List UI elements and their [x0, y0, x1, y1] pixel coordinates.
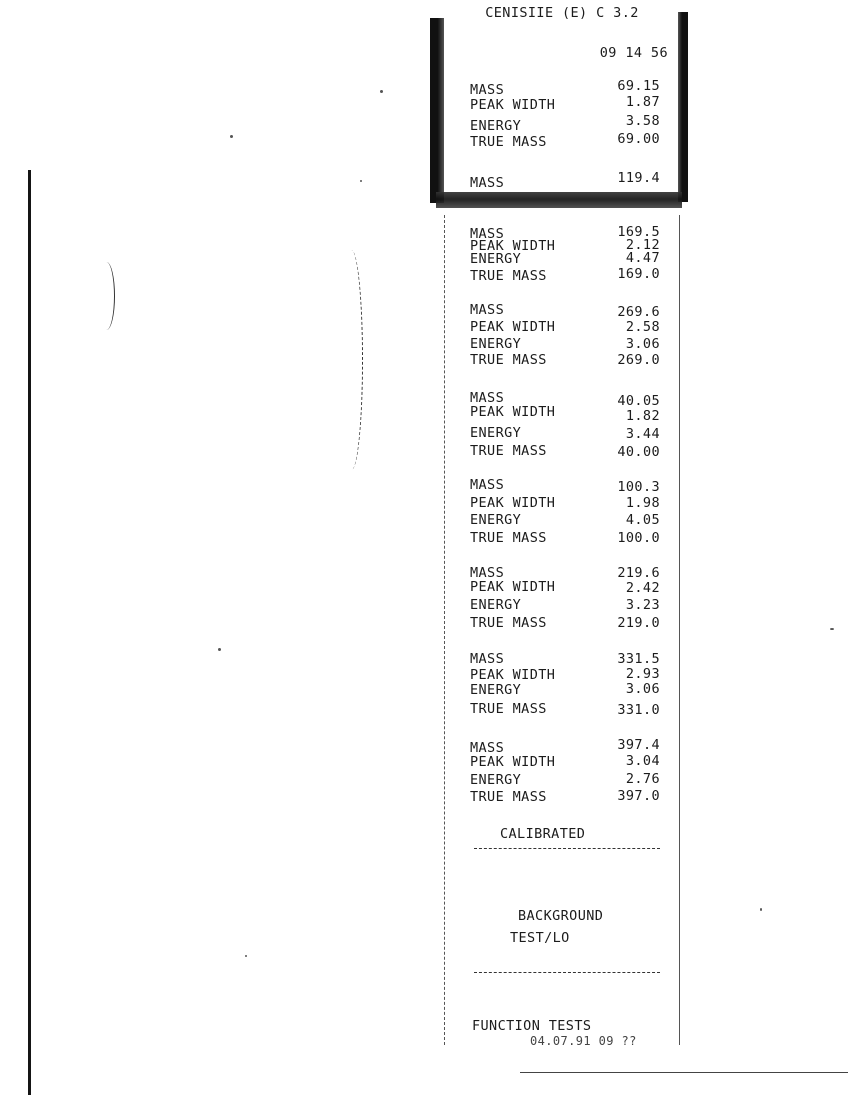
row-value: 331.0: [617, 702, 660, 718]
speck-mark: [830, 628, 834, 630]
row-label: MASS: [470, 226, 505, 242]
row-value: 3.04: [625, 753, 660, 769]
row-label: PEAK WIDTH: [470, 495, 556, 511]
row-label: ENERGY: [470, 336, 522, 352]
row-label: TRUE MASS: [470, 268, 547, 284]
row-label: MASS: [470, 302, 505, 318]
row-value: 269.6: [617, 304, 660, 320]
receipt-header-time: 09 14 56: [599, 45, 668, 61]
receipt-header-title: CENISIIE (E) C 3.2: [485, 5, 639, 21]
row-value: 2.12: [625, 237, 660, 253]
row-label: MASS: [470, 651, 505, 667]
row-label: PEAK WIDTH: [470, 97, 556, 113]
speck-mark: [218, 648, 221, 651]
row-value: 1.98: [625, 495, 660, 511]
row-value: 1.87: [625, 94, 660, 110]
row-label: TRUE MASS: [470, 134, 547, 150]
calibrated-status: CALIBRATED: [500, 826, 586, 842]
speck-mark: [230, 135, 233, 138]
function-tests-title: FUNCTION TESTS: [472, 1018, 592, 1034]
row-label: ENERGY: [470, 425, 522, 441]
copier-shadow-left: [430, 18, 444, 203]
row-label: ENERGY: [470, 251, 522, 267]
speck-mark: [380, 90, 383, 93]
speck-mark: [245, 955, 247, 957]
row-value: 397.4: [617, 737, 660, 753]
row-value: 3.23: [625, 597, 660, 613]
row-value: 119.4: [617, 170, 660, 186]
row-label: TRUE MASS: [470, 352, 547, 368]
row-label: ENERGY: [470, 118, 522, 134]
row-label: PEAK WIDTH: [470, 579, 556, 595]
row-value: 397.0: [617, 788, 660, 804]
speck-mark: [360, 180, 362, 182]
row-value: 1.82: [625, 408, 660, 424]
page-bottom-rule: [520, 1072, 848, 1073]
row-value: 4.47: [625, 250, 660, 266]
pen-stroke-mark: [98, 262, 115, 330]
row-label: TRUE MASS: [470, 789, 547, 805]
row-value: 2.93: [625, 666, 660, 682]
row-value: 100.0: [617, 530, 660, 546]
row-value: 269.0: [617, 352, 660, 368]
dashed-separator: [474, 972, 660, 973]
receipt-left-edge: [444, 215, 446, 1045]
row-label: ENERGY: [470, 597, 522, 613]
row-label: MASS: [470, 477, 505, 493]
row-label: TRUE MASS: [470, 443, 547, 459]
row-value: 40.00: [617, 444, 660, 460]
row-value: 69.15: [617, 78, 660, 94]
row-label: MASS: [470, 82, 505, 98]
row-value: 69.00: [617, 131, 660, 147]
row-label: MASS: [470, 390, 505, 406]
speck-mark: [760, 908, 762, 911]
row-label: PEAK WIDTH: [470, 754, 556, 770]
row-value: 100.3: [617, 479, 660, 495]
row-label: TRUE MASS: [470, 701, 547, 717]
row-label: PEAK WIDTH: [470, 404, 556, 420]
row-label: PEAK WIDTH: [470, 319, 556, 335]
row-value: 169.0: [617, 266, 660, 282]
row-value: 3.44: [625, 426, 660, 442]
row-value: 219.6: [617, 565, 660, 581]
background-label: BACKGROUND: [518, 908, 604, 924]
row-value: 2.42: [625, 580, 660, 596]
receipt-right-edge: [678, 215, 680, 1045]
row-label: PEAK WIDTH: [470, 667, 556, 683]
printout-receipt: [444, 0, 680, 1050]
row-label: ENERGY: [470, 512, 522, 528]
pen-stroke-mark: [340, 250, 363, 470]
row-label: TRUE MASS: [470, 530, 547, 546]
function-tests-stamp: 04.07.91 09 ??: [530, 1034, 637, 1048]
row-value: 3.58: [625, 113, 660, 129]
row-value: 169.5: [617, 224, 660, 240]
row-label: TRUE MASS: [470, 615, 547, 631]
copier-smudge: [436, 192, 682, 208]
row-value: 2.58: [625, 319, 660, 335]
row-value: 2.76: [625, 771, 660, 787]
row-value: 3.06: [625, 336, 660, 352]
row-label: PEAK WIDTH: [470, 238, 556, 254]
row-value: 331.5: [617, 651, 660, 667]
background-test-label: TEST/LO: [510, 930, 570, 946]
photocopy-page-edge: [28, 170, 31, 1095]
row-label: MASS: [470, 740, 505, 756]
row-value: 40.05: [617, 393, 660, 409]
copier-shadow-right: [678, 12, 688, 202]
dashed-separator: [474, 848, 660, 849]
row-value: 4.05: [625, 512, 660, 528]
row-value: 3.06: [625, 681, 660, 697]
row-label: ENERGY: [470, 772, 522, 788]
row-label: MASS: [470, 565, 505, 581]
row-label: MASS: [470, 175, 505, 191]
row-value: 219.0: [617, 615, 660, 631]
row-label: ENERGY: [470, 682, 522, 698]
